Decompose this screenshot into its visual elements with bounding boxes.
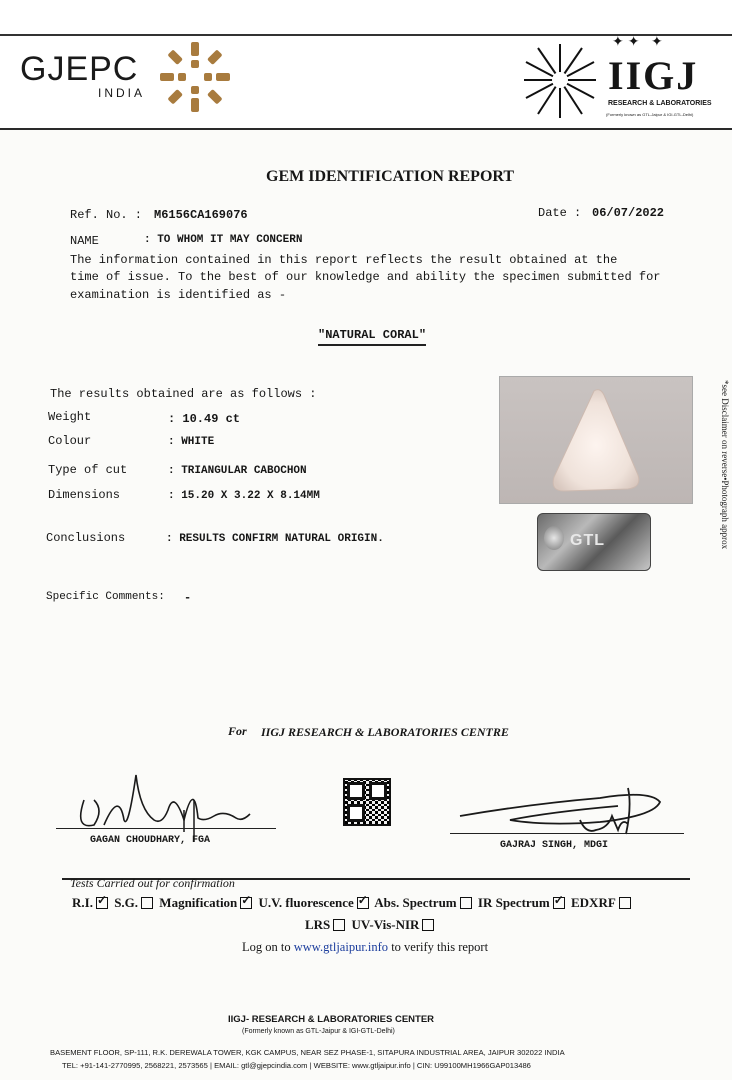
iigj-logo-note: (Formerly known as GTL-Jaipur & IGI-GTL-Delhi) (606, 112, 694, 117)
test-uv-checkbox (357, 897, 369, 909)
left-signature-line (56, 828, 276, 829)
verify-prefix: Log on to (242, 940, 291, 954)
test-lrs-label: LRS (305, 917, 331, 932)
gjepc-emblem-icon (158, 40, 232, 114)
for-label: For (228, 724, 247, 738)
test-ir-label: IR Spectrum (477, 895, 550, 910)
field-label-dimensions: Dimensions (48, 488, 121, 502)
intro-line-2: time of issue. To the best of our knowledge and ability the specimen submitted for (70, 270, 661, 284)
test-ir-checkbox (553, 897, 565, 909)
ref-number: M6156CA169076 (154, 208, 248, 222)
test-edxrf-checkbox (619, 897, 631, 909)
right-signature-icon (450, 776, 690, 846)
date-value: 06/07/2022 (592, 206, 665, 220)
iigj-stars-icon: ✦✦ ✦ (612, 35, 667, 50)
test-uv-label: U.V. fluorescence (258, 895, 354, 910)
field-value-weight: : 10.49 ct (168, 412, 241, 426)
field-value-colour: : WHITE (168, 436, 215, 448)
qr-code-icon (343, 778, 391, 826)
iigj-logo-subtext: RESEARCH & LABORATORIES (608, 100, 712, 107)
conclusions-label: Conclusions (46, 531, 126, 545)
iigj-logo-text: IIGJ (608, 53, 699, 98)
gem-photo (499, 376, 693, 504)
test-magnification-label: Magnification (159, 895, 238, 910)
coral-gem-icon (500, 377, 692, 503)
ref-label: Ref. No. : (70, 208, 143, 222)
gjepc-logo-text: GJEPC (20, 50, 139, 88)
field-label-colour: Colour (48, 434, 92, 448)
name-label: NAME (70, 234, 99, 248)
gjepc-logo-subtext: INDIA (98, 86, 146, 100)
test-abs-label: Abs. Spectrum (374, 895, 457, 910)
identification-result: "NATURAL CORAL" (318, 328, 426, 346)
field-value-cut: : TRIANGULAR CABOCHON (168, 465, 307, 477)
footer-address: BASEMENT FLOOR, SP-111, R.K. DEREWALA TOWER, KGK CAMPUS, NEAR SEZ PHASE-1, SITAPURA INDUSTRIAL AREA, JAIPUR 302022 INDIA (50, 1048, 565, 1057)
test-ri-checkbox (96, 897, 108, 909)
page-title: GEM IDENTIFICATION REPORT (266, 168, 515, 185)
test-lrs-checkbox (333, 919, 345, 931)
intro-line-1: The information contained in this report reflects the result obtained at the (70, 253, 618, 267)
footer-org: IIGJ- RESEARCH & LABORATORIES CENTER (228, 1014, 435, 1025)
test-abs-checkbox (460, 897, 472, 909)
date-label: Date : (538, 206, 582, 220)
side-disclaimer: *see Disclaimer on reverse•Photograph approx (720, 380, 730, 550)
hologram-swirl-icon (544, 526, 564, 550)
conclusions-value: : RESULTS CONFIRM NATURAL ORIGIN. (166, 533, 384, 545)
verify-line (242, 940, 488, 955)
test-uvvis-checkbox (422, 919, 434, 931)
footer-contact: TEL: +91-141-2770995, 2568221, 2573565 | EMAIL: gtl@gjepcindia.com | WEBSITE: www.gtljaipur.info | CIN: U99100MH1966GAP013486 (62, 1061, 531, 1070)
for-organization: IIGJ RESEARCH & LABORATORIES CENTRE (261, 725, 509, 739)
intro-line-3: examination is identified as - (70, 288, 287, 302)
tests-row-2 (305, 917, 437, 933)
hologram-sticker (537, 513, 651, 571)
field-value-dimensions: : 15.20 X 3.22 X 8.14MM (168, 490, 320, 502)
footer-formerly: (Formerly known as GTL-Jaipur & IGI-GTL-Delhi) (242, 1028, 395, 1035)
results-heading: The results obtained are as follows : (50, 387, 317, 401)
test-ri-label: R.I. (72, 895, 93, 910)
test-edxrf-label: EDXRF (571, 895, 616, 910)
tests-heading: Tests Carried out for confirmation (70, 876, 235, 890)
field-label-weight: Weight (48, 410, 92, 424)
hologram-text: GTL (570, 532, 605, 549)
comments-value: - (184, 591, 192, 605)
iigj-starburst-icon (522, 40, 598, 120)
test-sg-label: S.G. (114, 895, 139, 910)
tests-row-1 (72, 895, 634, 911)
name-value: : TO WHOM IT MAY CONCERN (144, 234, 303, 246)
right-signatory-name: GAJRAJ SINGH, MDGI (500, 840, 609, 851)
field-label-cut: Type of cut (48, 463, 128, 477)
test-sg-checkbox (141, 897, 153, 909)
comments-label: Specific Comments: (46, 591, 165, 603)
verify-suffix: to verify this report (391, 940, 489, 954)
verify-link[interactable]: www.gtljaipur.info (293, 940, 389, 954)
test-magnification-checkbox (240, 897, 252, 909)
left-signatory-name: GAGAN CHOUDHARY, FGA (90, 835, 211, 846)
right-signature-line (450, 833, 684, 834)
test-uvvis-label: UV-Vis-NIR (351, 917, 420, 932)
